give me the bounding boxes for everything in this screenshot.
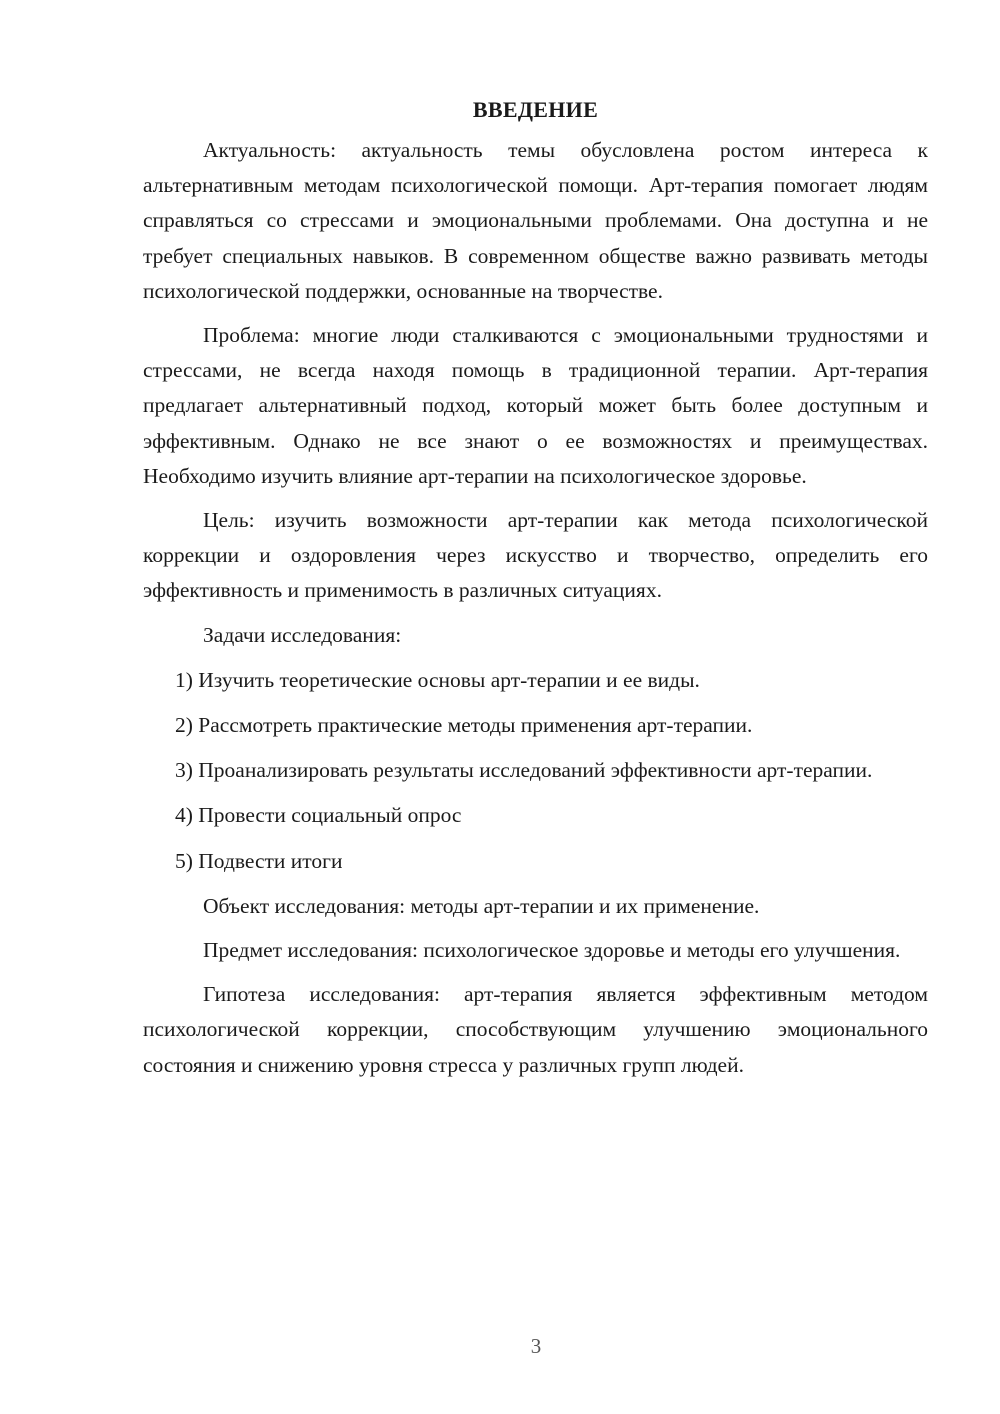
task-item-3: 3) Проанализировать результаты исследований эффективности арт-терапии.	[175, 758, 873, 783]
problem-paragraph: Проблема: многие люди сталкиваются с эмоциональными трудностями и стрессами, не всегда находя помощь в традиционной терапии. Арт-терапия предлагает альтернативный подход, который может быть более доступным и эффективным. Однако не все знают о ее возможностях и преимуществах. Необходимо изучить влияние арт-терапии на психологическое здоровье.	[143, 323, 928, 488]
document-page	[143, 92, 928, 1092]
task-item-1: 1) Изучить теоретические основы арт-терапии и ее виды.	[175, 667, 700, 692]
tasks-heading: Задачи исследования:	[203, 622, 402, 647]
goal-paragraph: Цель: изучить возможности арт-терапии как метода психологической коррекции и оздоровления через искусство и творчество, определить его эффективность и применимость в различных ситуациях.	[143, 508, 928, 603]
relevance-paragraph: Актуальность: актуальность темы обусловлена ростом интереса к альтернативным методам психологической помощи. Арт-терапия помогает людям справляться со стрессами и эмоциональными проблемами. Она доступна и не требует специальных навыков. В современном обществе важно развивать методы психологической поддержки, основанные на творчестве.	[143, 138, 928, 303]
task-item-2: 2) Рассмотреть практические методы применения арт-терапии.	[175, 713, 753, 738]
object-paragraph: Объект исследования: методы арт-терапии и их применение.	[203, 893, 760, 918]
hypothesis-paragraph: Гипотеза исследования: арт-терапия является эффективным методом психологической коррекции, способствующим улучшению эмоционального состояния и снижению уровня стресса у различных групп людей.	[143, 982, 928, 1077]
page-number: 3	[530, 1334, 542, 1358]
task-item-4: 4) Провести социальный опрос	[175, 803, 462, 828]
subject-paragraph: Предмет исследования: психологическое здоровье и методы его улучшения.	[203, 938, 901, 963]
task-item-5: 5) Подвести итоги	[175, 848, 343, 873]
section-title: ВВЕДЕНИЕ	[472, 97, 599, 122]
